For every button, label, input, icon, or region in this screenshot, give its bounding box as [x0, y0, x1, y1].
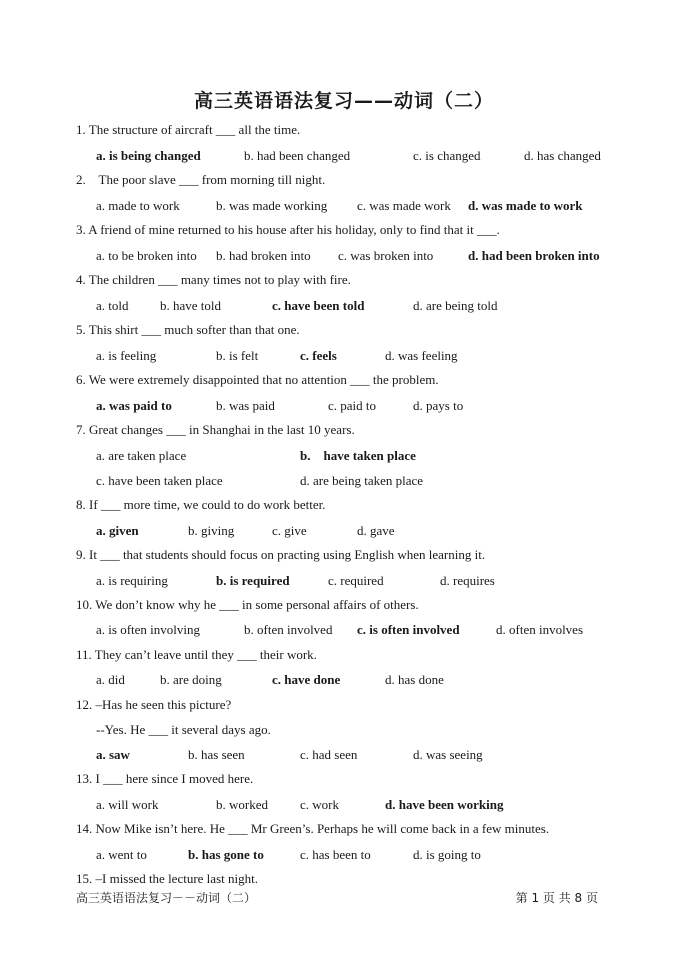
option-3b: b. had broken into [216, 248, 311, 263]
option-1c: c. is changed [413, 148, 481, 163]
option-9b: b. is required [216, 573, 290, 588]
question-12-reply: --Yes. He ___ it several days ago. [96, 722, 271, 737]
question-7: 7. Great changes ___ in Shanghai in the last 10 years. [76, 422, 355, 437]
page-number: 第 1 页 共 8 页 [515, 891, 598, 905]
option-4b: b. have told [160, 298, 222, 313]
option-9d: d. requires [440, 573, 495, 588]
option-9a: a. is requiring [96, 573, 168, 588]
option-7c: c. have been taken place [96, 473, 223, 488]
option-13b: b. worked [216, 797, 268, 812]
option-1a: a. is being changed [96, 148, 201, 163]
option-11a: a. did [96, 672, 125, 687]
option-11d: d. has done [385, 672, 444, 687]
option-3a: a. to be broken into [96, 248, 197, 263]
option-7b: b. have taken place [300, 448, 416, 463]
option-13a: a. will work [96, 797, 159, 812]
question-10: 10. We don’t know why he ___ in some personal affairs of others. [76, 597, 419, 612]
option-2a: a. made to work [96, 198, 180, 213]
option-8b: b. giving [188, 523, 235, 538]
question-2: 2. The poor slave ___ from morning till night. [76, 172, 326, 187]
option-2c: c. was made work [357, 198, 451, 213]
option-13c: c. work [300, 797, 339, 812]
question-8: 8. If ___ more time, we could to do work better. [76, 497, 326, 512]
option-6c: c. paid to [328, 398, 377, 413]
option-12a: a. saw [96, 747, 130, 762]
question-3: 3. A friend of mine returned to his house after his holiday, only to find that it ___. [76, 222, 500, 237]
option-12d: d. was seeing [413, 747, 483, 762]
option-6b: b. was paid [216, 398, 275, 413]
question-4: 4. The children ___ many times not to play with fire. [76, 272, 351, 287]
option-2b: b. was made working [216, 198, 328, 213]
option-6d: d. pays to [413, 398, 464, 413]
option-3d: d. had been broken into [468, 248, 600, 263]
question-5: 5. This shirt ___ much softer than that one. [76, 322, 300, 337]
option-6a: a. was paid to [96, 398, 172, 413]
option-10a: a. is often involving [96, 622, 200, 637]
option-8a: a. given [96, 523, 139, 538]
question-6: 6. We were extremely disappointed that no attention ___ the problem. [76, 372, 439, 387]
option-10d: d. often involves [496, 622, 584, 637]
option-5a: a. is feeling [96, 348, 157, 363]
option-7a: a. are taken place [96, 448, 187, 463]
option-11b: b. are doing [160, 672, 222, 687]
option-5c: c. feels [300, 348, 337, 363]
option-10b: b. often involved [244, 622, 333, 637]
question-12: 12. –Has he seen this picture? [76, 697, 232, 712]
question-11: 11. They can’t leave until they ___ their work. [76, 647, 317, 662]
question-13: 13. I ___ here since I moved here. [76, 771, 254, 786]
question-14: 14. Now Mike isn’t here. He ___ Mr Green’s. Perhaps he will come back in a few minutes. [76, 821, 550, 836]
question-1: 1. The structure of aircraft ___ all the time. [76, 122, 301, 137]
option-10c: c. is often involved [357, 622, 460, 637]
option-9c: c. required [328, 573, 384, 588]
option-2d: d. was made to work [468, 198, 583, 213]
question-9: 9. It ___ that students should focus on practing using English when learning it. [76, 547, 486, 562]
option-7d: d. are being taken place [300, 473, 424, 488]
option-12b: b. has seen [188, 747, 245, 762]
option-14a: a. went to [96, 847, 147, 862]
option-4c: c. have been told [272, 298, 365, 313]
option-14c: c. has been to [300, 847, 371, 862]
option-4d: d. are being told [413, 298, 498, 313]
option-11c: c. have done [272, 672, 341, 687]
option-8c: c. give [272, 523, 307, 538]
option-5d: d. was feeling [385, 348, 458, 363]
option-4a: a. told [96, 298, 129, 313]
option-14b: b. has gone to [188, 847, 264, 862]
page-title: 高三英语语法复习——动词（二） [193, 90, 494, 112]
option-1d: d. has changed [524, 148, 601, 163]
option-5b: b. is felt [216, 348, 259, 363]
question-15: 15. –I missed the lecture last night. [76, 871, 258, 886]
option-1b: b. had been changed [244, 148, 351, 163]
option-3c: c. was broken into [338, 248, 434, 263]
option-13d: d. have been working [385, 797, 504, 812]
option-8d: d. gave [357, 523, 395, 538]
footer-title: 高三英语语法复习－－动词（二） [76, 891, 257, 905]
option-12c: c. had seen [300, 747, 358, 762]
option-14d: d. is going to [413, 847, 481, 862]
